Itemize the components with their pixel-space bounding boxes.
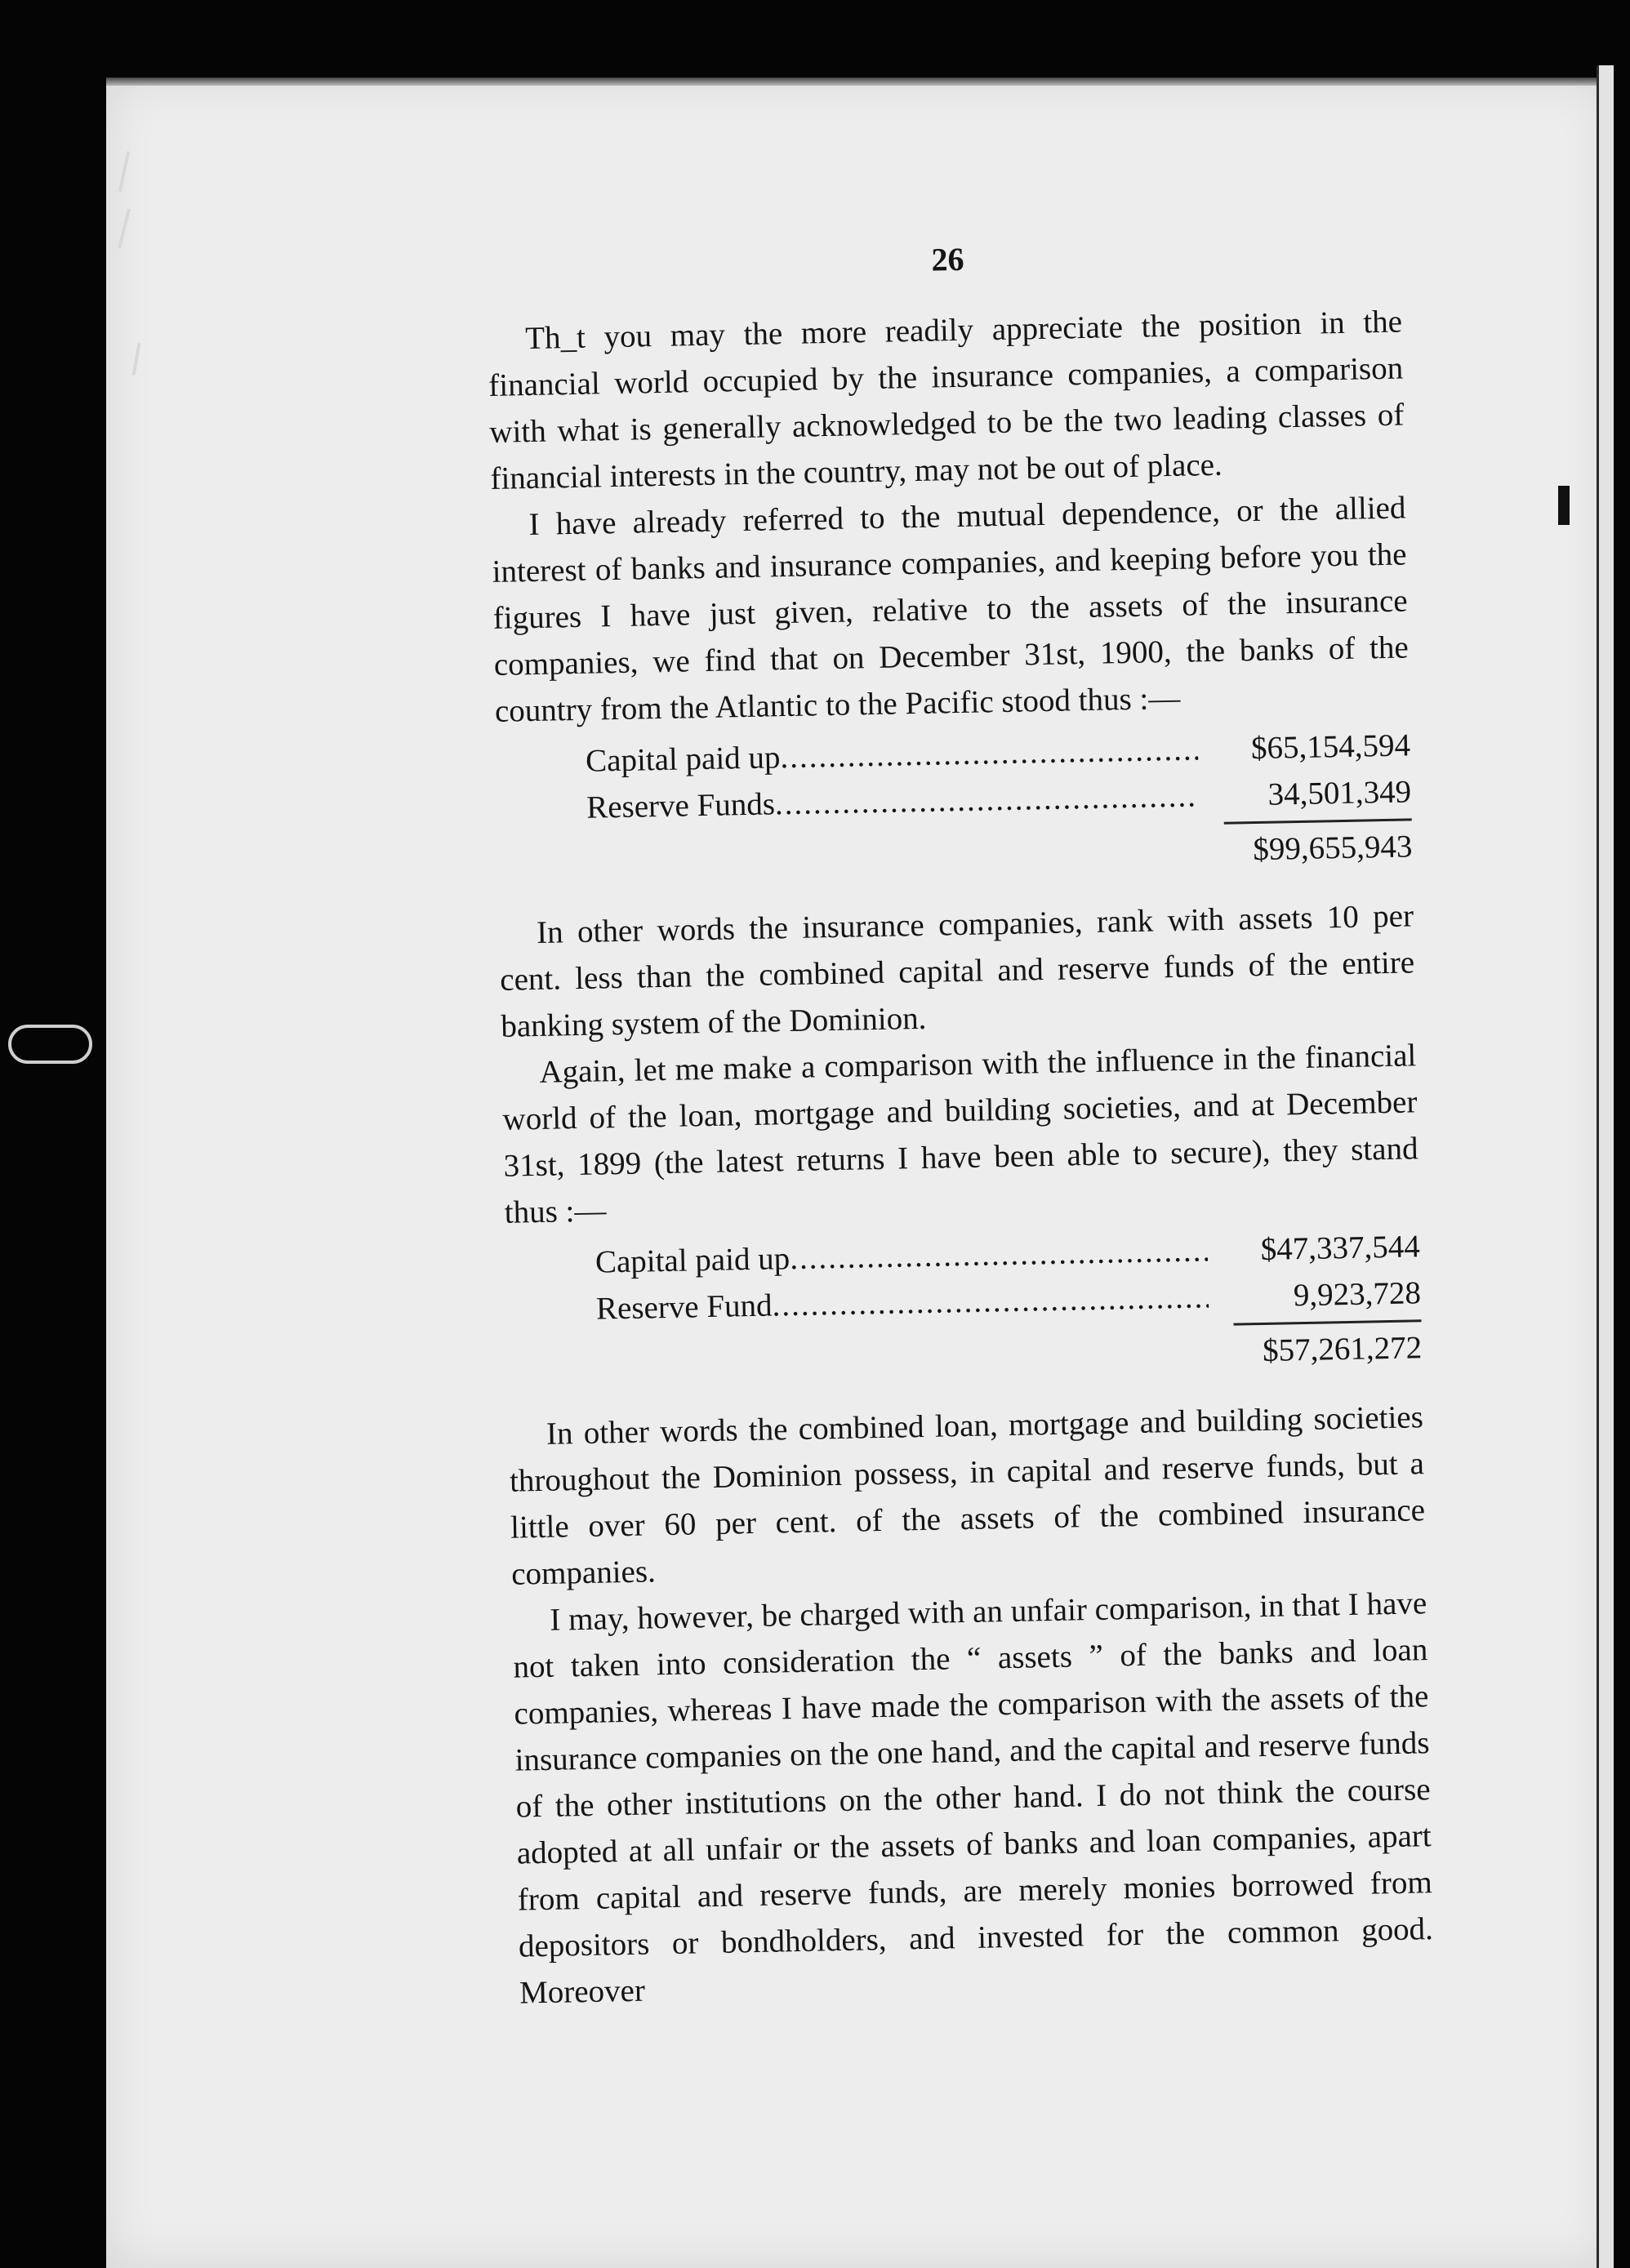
figure-label: Reserve Fund (595, 1287, 773, 1327)
binding-clip-mark (1558, 486, 1570, 525)
leader-dots (780, 726, 1199, 780)
leader-dots (774, 772, 1199, 827)
page-number: 26 (931, 240, 964, 278)
figure-value: 9,923,728 (1293, 1275, 1422, 1314)
loan-societies-figures (505, 1223, 1422, 1388)
leader-dots (772, 1274, 1209, 1328)
page-right-edge (1597, 65, 1614, 2268)
page-text (486, 227, 1434, 2016)
banks-figures (496, 722, 1413, 887)
paragraph: I have already referred to the mutual dependence, or the allied interest of banks and insurance companies, and keeping before you the figures I have just given, relative to the assets of the insurance companies, we find that on December 31st, 1900, the banks of the country from the Atlantic to the Pacific stood thus :— (492, 490, 1410, 729)
leader-dots (790, 1227, 1209, 1282)
paragraph: Again, let me make a comparison with the influence in the financial world of the loan, mortgage and building societies, and at December 31st, 1899 (the latest returns I have been able to secure), they stand thus :— (502, 1038, 1418, 1230)
figure-label: Reserve Funds (586, 786, 776, 825)
figure-label: Capital paid up (595, 1241, 791, 1280)
paragraph: In other words the insurance companies, rank with assets 10 per cent. less than the combined capital and reserve funds of the entire banking system of the Dominion. (499, 898, 1415, 1044)
figure-total: $57,261,272 (1262, 1330, 1423, 1368)
figure-value: 34,501,349 (1267, 774, 1412, 812)
figure-value: $65,154,594 (1250, 727, 1411, 767)
figure-label: Capital paid up (585, 740, 781, 779)
figure-total: $99,655,943 (1252, 829, 1413, 868)
margin-mark (8, 1025, 92, 1064)
figure-value: $47,337,544 (1260, 1229, 1421, 1268)
paragraph: Th_t you may the more readily appreciate the position in the financial world occupied by the insurance companies, a comparison with what is generally acknowledged to be the two leading classes of financial interests in the country, may not be out of place. (488, 304, 1405, 496)
page-top-edge (106, 78, 1609, 86)
paragraph: I may, however, be charged with an unfair comparison, in that I have not taken into consideration the “ assets ” of the banks and loan companies, whereas I have made the comparison with the assets of the insurance companies on the one hand, and the capital and reserve funds of the other institutions on the other hand. I do not think the course adopted at all unfair or the assets of banks and loan companies, apart from capital and reserve funds, are merely monies borrowed from depositors or bondholders, and invested for the common good. Moreover (513, 1585, 1434, 2011)
paragraph: In other words the combined loan, mortgage and building societies throughout the Dominion possess, in capital and reserve funds, but a little over 60 per cent. of the assets of the combined insurance companies. (509, 1399, 1426, 1592)
